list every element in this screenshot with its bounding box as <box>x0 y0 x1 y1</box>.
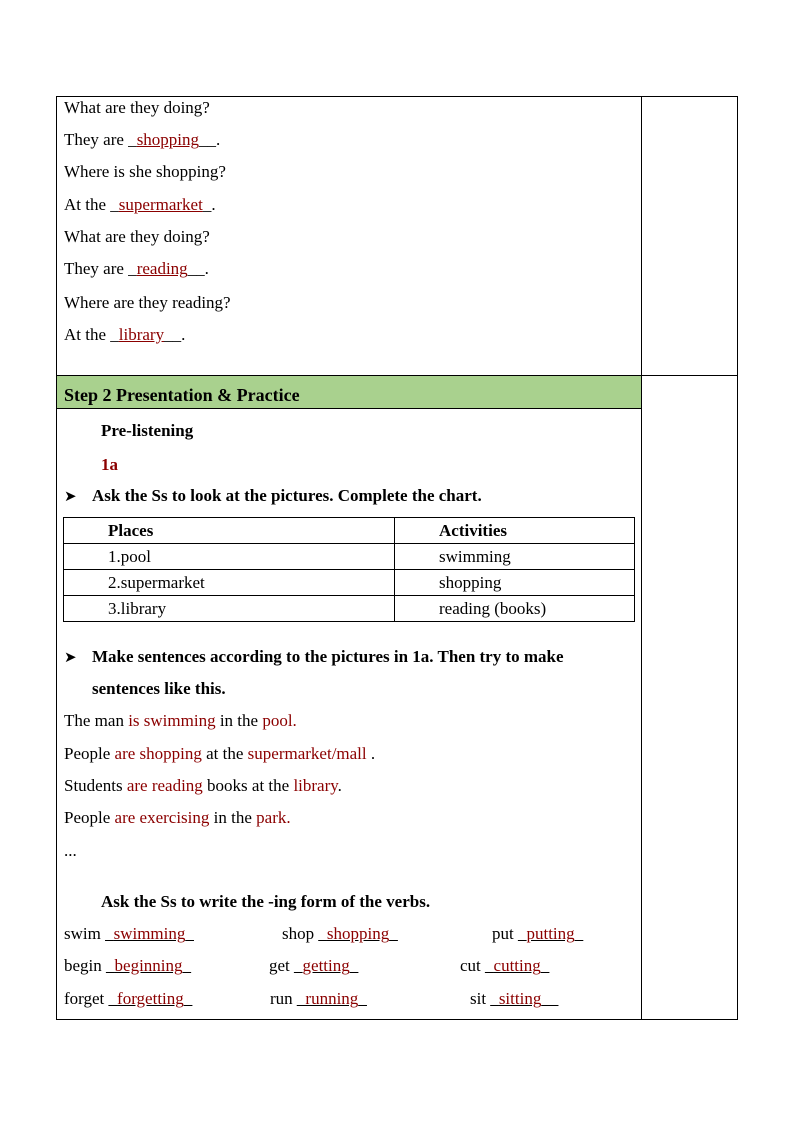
places-activities-chart <box>63 517 635 622</box>
verb-item: forget _forgetting_ <box>64 989 193 1008</box>
verb-item: begin _beginning_ <box>64 956 192 975</box>
step-title: Step 2 Presentation & Practice <box>64 385 300 405</box>
verb-item: sit _sitting__ <box>470 989 559 1008</box>
cell-place: 2.supermarket <box>64 570 395 596</box>
instruction: Ask the Ss to write the -ing form of the verbs. <box>101 892 431 911</box>
verb-item: cut _cutting_ <box>460 956 550 975</box>
dialogue-line: They are _shopping__. <box>64 130 221 149</box>
instruction: Make sentences according to the pictures in 1a. Then try to make <box>92 647 564 666</box>
verb-item: get _getting_ <box>269 956 359 975</box>
answer: library <box>118 325 165 344</box>
header-places: Places <box>64 518 395 544</box>
verb-item: put _putting_ <box>492 924 584 943</box>
cell-activity: shopping <box>395 570 635 596</box>
dialogue-line: They are _reading__. <box>64 259 209 278</box>
instruction: sentences like this. <box>92 679 226 698</box>
answer: shopping <box>136 130 200 149</box>
arrow-bullet-icon: ➤ <box>64 489 77 505</box>
ellipsis: ... <box>64 841 77 860</box>
example-sentence: People are exercising in the park. <box>64 808 291 827</box>
answer: supermarket <box>118 195 203 214</box>
table-row <box>64 570 635 596</box>
dialogue-line: Where are they reading? <box>64 293 231 312</box>
dialogue-line: What are they doing? <box>64 98 210 117</box>
dialogue-line: At the _supermarket_. <box>64 195 216 214</box>
table-row <box>64 518 635 544</box>
verb-item: shop _shopping_ <box>282 924 398 943</box>
section-label-1a: 1a <box>101 455 118 474</box>
verb-item: run _running_ <box>270 989 367 1008</box>
example-sentence: The man is swimming in the pool. <box>64 711 297 730</box>
cell-place: 3.library <box>64 596 395 622</box>
verb-item: swim _swimming_ <box>64 924 194 943</box>
dialogue-line: Where is she shopping? <box>64 162 226 181</box>
dialogue-line: At the _library__. <box>64 325 186 344</box>
instruction: Ask the Ss to look at the pictures. Complete the chart. <box>92 486 482 505</box>
table-row <box>64 596 635 622</box>
answer: reading <box>136 259 188 278</box>
column-divider <box>641 96 642 1020</box>
cell-activity: swimming <box>395 544 635 570</box>
example-sentence: Students are reading books at the library. <box>64 776 342 795</box>
cell-activity: reading (books) <box>395 596 635 622</box>
dialogue-line: What are they doing? <box>64 227 210 246</box>
cell-place: 1.pool <box>64 544 395 570</box>
header-activities: Activities <box>395 518 635 544</box>
example-sentence: People are shopping at the supermarket/mall . <box>64 744 376 763</box>
table-row <box>64 544 635 570</box>
pre-listening-label: Pre-listening <box>101 421 194 440</box>
arrow-bullet-icon: ➤ <box>64 650 77 666</box>
